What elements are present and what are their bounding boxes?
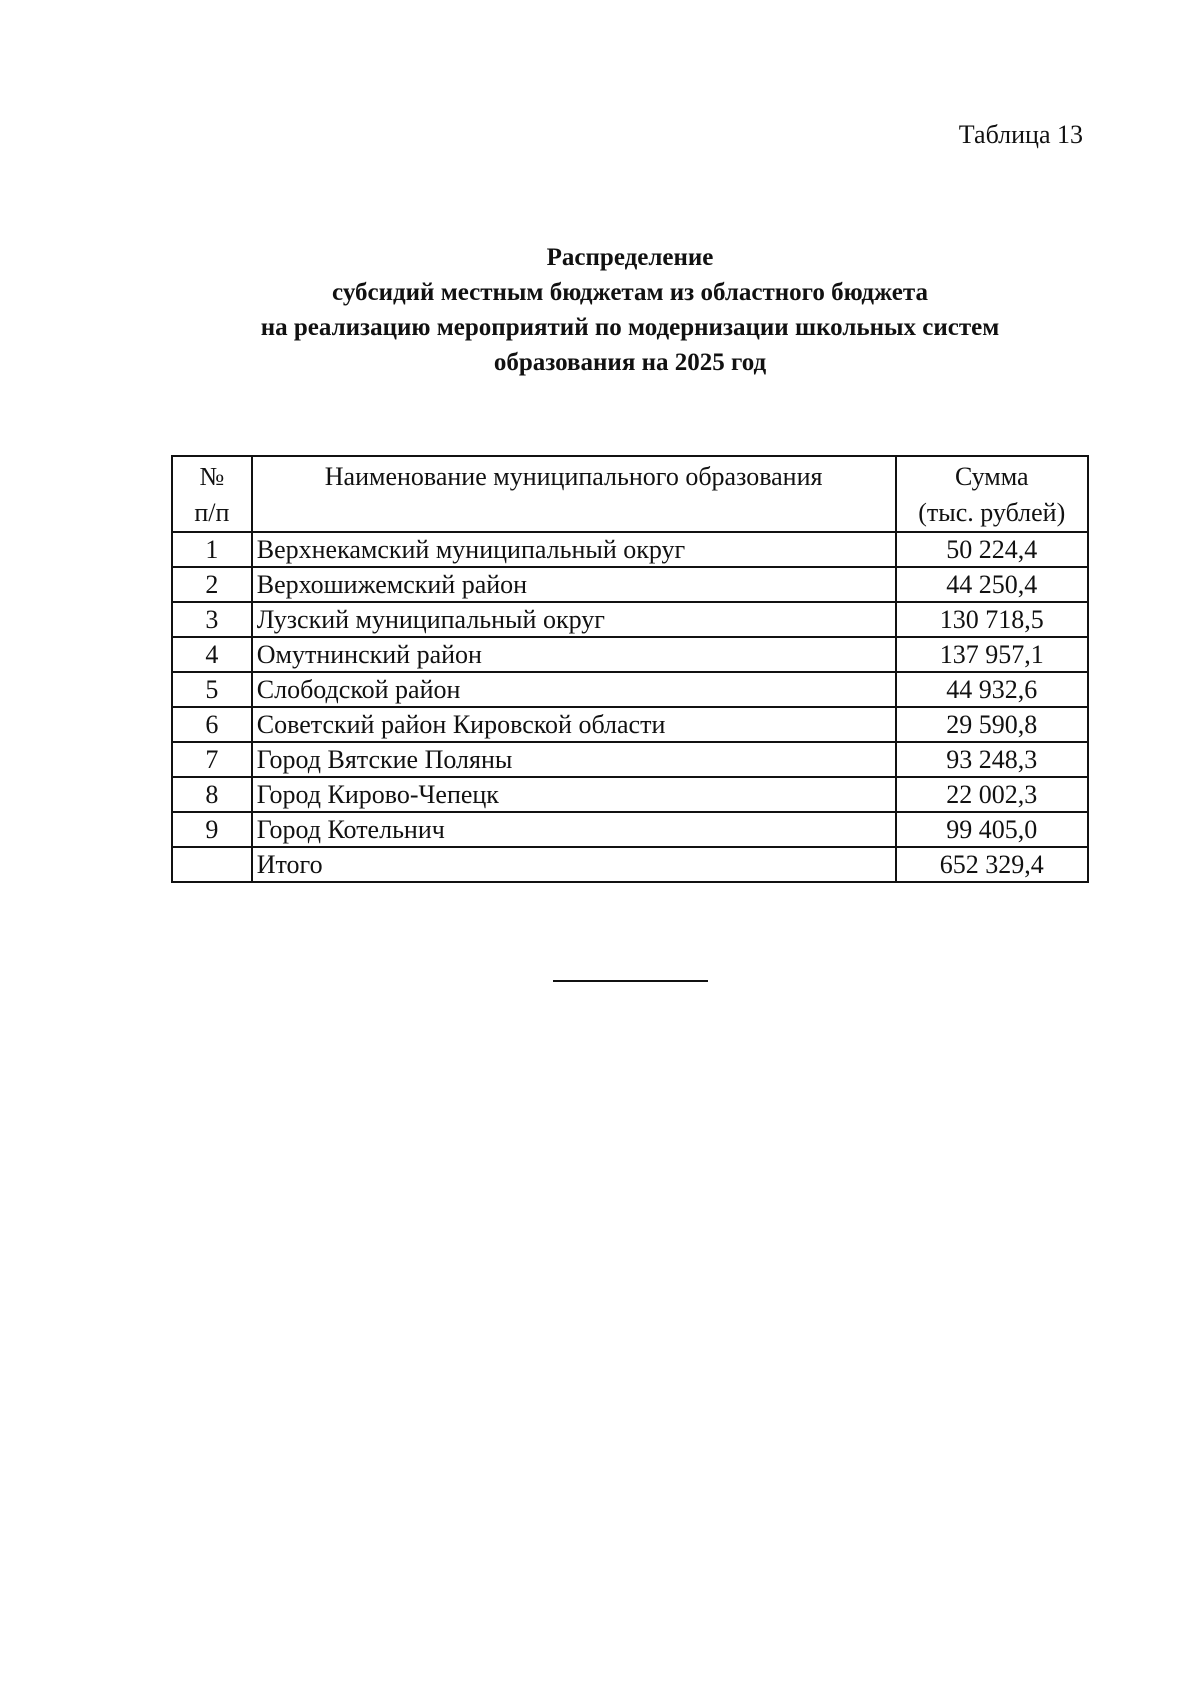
row-sum: 29 590,8 xyxy=(896,707,1089,742)
row-name: Верхнекамский муниципальный округ xyxy=(252,532,896,567)
row-name: Город Котельнич xyxy=(252,812,896,847)
table-row xyxy=(172,742,1088,777)
heading-line-4: образования на 2025 год xyxy=(493,349,767,376)
row-name: Омутнинский район xyxy=(252,637,896,672)
heading-line-2: субсидий местным бюджетам из областного бюджета xyxy=(332,279,928,306)
row-sum: 137 957,1 xyxy=(896,637,1089,672)
header-name: Наименование муниципального образования xyxy=(252,456,896,532)
table-row xyxy=(172,672,1088,707)
row-sum: 99 405,0 xyxy=(896,812,1089,847)
end-divider-line xyxy=(553,980,708,982)
row-number: 4 xyxy=(172,637,252,672)
row-number: 9 xyxy=(172,812,252,847)
subsidy-table xyxy=(171,455,1089,883)
row-number: 6 xyxy=(172,707,252,742)
header-sum-unit: (тыс. рублей) xyxy=(918,498,1066,527)
total-label: Итого xyxy=(252,847,896,882)
total-row xyxy=(172,847,1088,882)
row-name: Советский район Кировской области xyxy=(252,707,896,742)
header-number xyxy=(172,456,252,532)
table-row xyxy=(172,567,1088,602)
table-header-row xyxy=(172,456,1088,532)
table-row xyxy=(172,707,1088,742)
table-row xyxy=(172,532,1088,567)
header-sum-title: Сумма xyxy=(954,462,1029,491)
row-number: 5 xyxy=(172,672,252,707)
heading-line-1: Распределение xyxy=(546,244,714,271)
row-sum: 22 002,3 xyxy=(896,777,1089,812)
row-name: Город Кирово-Чепецк xyxy=(252,777,896,812)
row-number: 8 xyxy=(172,777,252,812)
row-name: Верхошижемский район xyxy=(252,567,896,602)
header-number-abbr: п/п xyxy=(194,498,230,527)
header-number-symbol: № xyxy=(199,462,225,491)
row-sum: 44 250,4 xyxy=(896,567,1089,602)
table-row xyxy=(172,777,1088,812)
row-sum: 44 932,6 xyxy=(896,672,1089,707)
row-name: Лузский муниципальный округ xyxy=(252,602,896,637)
table-number-label: Таблица 13 xyxy=(958,120,1083,149)
total-number xyxy=(172,847,252,882)
row-number: 3 xyxy=(172,602,252,637)
table-row xyxy=(172,602,1088,637)
row-name: Слободской район xyxy=(252,672,896,707)
heading-line-3: на реализацию мероприятий по модернизации школьных систем xyxy=(260,314,1000,341)
total-sum: 652 329,4 xyxy=(896,847,1089,882)
row-number: 1 xyxy=(172,532,252,567)
table-row xyxy=(172,812,1088,847)
row-sum: 93 248,3 xyxy=(896,742,1089,777)
row-number: 2 xyxy=(172,567,252,602)
table-row xyxy=(172,637,1088,672)
row-sum: 130 718,5 xyxy=(896,602,1089,637)
row-sum: 50 224,4 xyxy=(896,532,1089,567)
document-heading xyxy=(170,240,1090,380)
row-name: Город Вятские Поляны xyxy=(252,742,896,777)
header-sum xyxy=(896,456,1089,532)
row-number: 7 xyxy=(172,742,252,777)
